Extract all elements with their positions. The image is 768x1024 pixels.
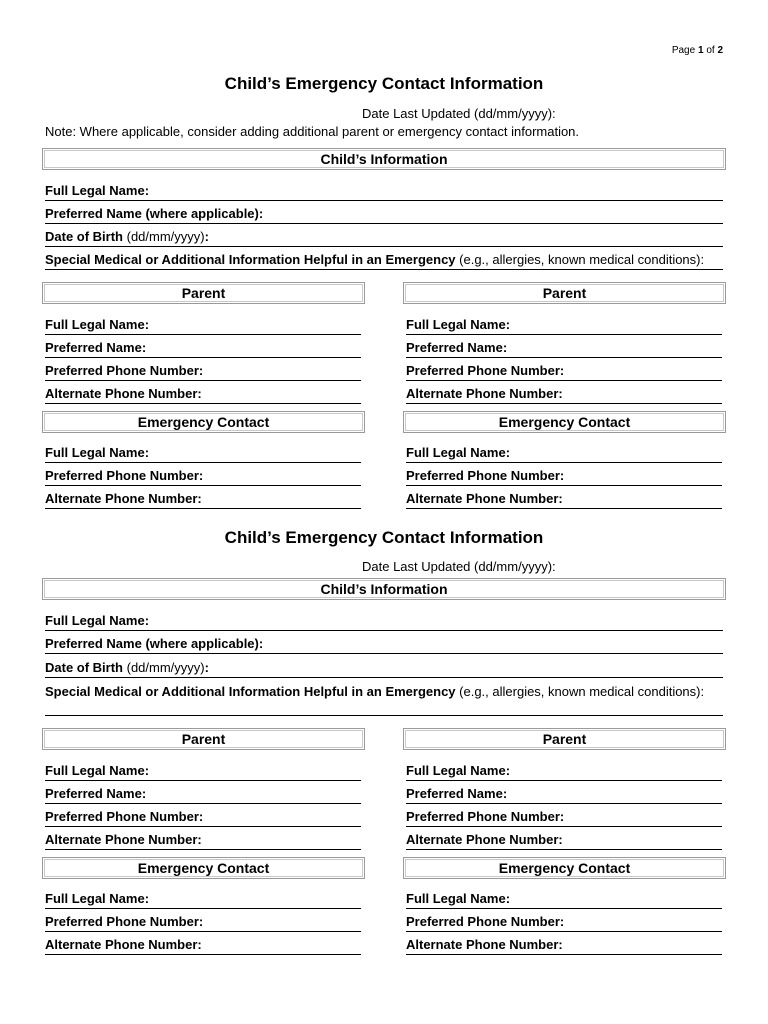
parent-full-legal-name-field[interactable] (45, 312, 361, 335)
child-full-legal-name-label: Full Legal Name: (45, 613, 150, 628)
parent-preferred-name-field[interactable] (406, 781, 722, 804)
child-medical-answer-line[interactable] (45, 715, 723, 716)
emergency-preferred-phone-field[interactable] (45, 463, 361, 486)
emergency-full-legal-name-field[interactable] (45, 886, 361, 909)
parent-preferred-phone-label: Preferred Phone Number: (406, 363, 565, 378)
emergency-alternate-phone-field[interactable] (45, 932, 361, 955)
child-dob-label: Date of Birth (45, 229, 123, 244)
parent-preferred-phone-label: Preferred Phone Number: (406, 809, 565, 824)
emergency-full-legal-name-label: Full Legal Name: (406, 445, 511, 460)
emergency-preferred-phone-label: Preferred Phone Number: (45, 468, 204, 483)
emergency-contact-header: Emergency Contact (42, 857, 365, 879)
child-dob-colon: : (204, 660, 209, 675)
parent-header: Parent (403, 728, 726, 750)
parent-alternate-phone-label: Alternate Phone Number: (406, 386, 563, 401)
child-preferred-name-label: Preferred Name (where applicable): (45, 206, 264, 221)
emergency-preferred-phone-field[interactable] (45, 909, 361, 932)
parent-alternate-phone-field[interactable] (45, 827, 361, 850)
emergency-full-legal-name-label: Full Legal Name: (45, 891, 150, 906)
emergency-full-legal-name-label: Full Legal Name: (406, 891, 511, 906)
child-full-legal-name-label: Full Legal Name: (45, 183, 150, 198)
emergency-alternate-phone-label: Alternate Phone Number: (45, 491, 202, 506)
parent-full-legal-name-field[interactable] (406, 758, 722, 781)
date-last-updated: Date Last Updated (dd/mm/yyyy): (362, 106, 556, 121)
emergency-full-legal-name-label: Full Legal Name: (45, 445, 150, 460)
parent-preferred-name-field[interactable] (406, 335, 722, 358)
emergency-alternate-phone-label: Alternate Phone Number: (45, 937, 202, 952)
child-dob-field[interactable] (45, 655, 723, 678)
emergency-alternate-phone-label: Alternate Phone Number: (406, 491, 563, 506)
parent-preferred-phone-field[interactable] (45, 804, 361, 827)
parent-full-legal-name-label: Full Legal Name: (406, 317, 511, 332)
parent-preferred-name-field[interactable] (45, 781, 361, 804)
parent-full-legal-name-label: Full Legal Name: (45, 763, 150, 778)
emergency-alternate-phone-label: Alternate Phone Number: (406, 937, 563, 952)
page-current: 1 (697, 45, 704, 56)
parent-header: Parent (403, 282, 726, 304)
parent-preferred-phone-label: Preferred Phone Number: (45, 809, 204, 824)
emergency-preferred-phone-field[interactable] (406, 463, 722, 486)
parent-full-legal-name-label: Full Legal Name: (45, 317, 150, 332)
parent-preferred-phone-field[interactable] (406, 804, 722, 827)
child-full-legal-name-field[interactable] (45, 608, 723, 631)
parent-alternate-phone-label: Alternate Phone Number: (45, 832, 202, 847)
parent-alternate-phone-label: Alternate Phone Number: (406, 832, 563, 847)
parent-full-legal-name-field[interactable] (406, 312, 722, 335)
page-of: of (706, 45, 715, 56)
emergency-preferred-phone-label: Preferred Phone Number: (406, 914, 565, 929)
form-title: Child’s Emergency Contact Information (224, 74, 544, 93)
form-title: Child’s Emergency Contact Information (224, 528, 544, 547)
emergency-preferred-phone-label: Preferred Phone Number: (45, 914, 204, 929)
parent-preferred-phone-label: Preferred Phone Number: (45, 363, 204, 378)
parent-preferred-phone-field[interactable] (406, 358, 722, 381)
emergency-alternate-phone-field[interactable] (45, 486, 361, 509)
child-info-header: Child’s Information (42, 578, 726, 600)
parent-alternate-phone-field[interactable] (45, 381, 361, 404)
parent-full-legal-name-field[interactable] (45, 758, 361, 781)
child-medical-hint: (e.g., allergies, known medical conditions): (459, 684, 705, 699)
parent-preferred-name-label: Preferred Name: (406, 340, 508, 355)
emergency-contact-header: Emergency Contact (403, 857, 726, 879)
child-dob-hint: (dd/mm/yyyy) (126, 229, 205, 244)
child-info-header: Child’s Information (42, 148, 726, 170)
parent-header: Parent (42, 282, 365, 304)
parent-preferred-name-label: Preferred Name: (406, 786, 508, 801)
child-medical-field[interactable] (45, 678, 723, 701)
emergency-full-legal-name-field[interactable] (45, 440, 361, 463)
parent-alternate-phone-field[interactable] (406, 827, 722, 850)
parent-preferred-name-label: Preferred Name: (45, 340, 147, 355)
child-dob-hint: (dd/mm/yyyy) (126, 660, 205, 675)
parent-preferred-name-field[interactable] (45, 335, 361, 358)
child-medical-label: Special Medical or Additional Information Helpful in an Emergency (45, 684, 456, 699)
emergency-alternate-phone-field[interactable] (406, 932, 722, 955)
parent-alternate-phone-field[interactable] (406, 381, 722, 404)
child-medical-hint: (e.g., allergies, known medical conditions): (459, 252, 705, 267)
child-medical-label: Special Medical or Additional Information Helpful in an Emergency (45, 252, 456, 267)
page-prefix: Page (671, 45, 696, 56)
parent-preferred-phone-field[interactable] (45, 358, 361, 381)
child-preferred-name-field[interactable] (45, 631, 723, 654)
child-dob-label: Date of Birth (45, 660, 123, 675)
emergency-contact-header: Emergency Contact (403, 411, 726, 433)
note: Note: Where applicable, consider adding additional parent or emergency contact information. (45, 124, 580, 139)
child-preferred-name-label: Preferred Name (where applicable): (45, 636, 264, 651)
child-dob-colon: : (204, 229, 209, 244)
parent-header: Parent (42, 728, 365, 750)
child-full-legal-name-field[interactable] (45, 178, 723, 201)
emergency-preferred-phone-field[interactable] (406, 909, 722, 932)
date-last-updated: Date Last Updated (dd/mm/yyyy): (362, 559, 556, 574)
emergency-full-legal-name-field[interactable] (406, 886, 722, 909)
child-dob-field[interactable] (45, 224, 723, 247)
parent-preferred-name-label: Preferred Name: (45, 786, 147, 801)
emergency-preferred-phone-label: Preferred Phone Number: (406, 468, 565, 483)
emergency-contact-header: Emergency Contact (42, 411, 365, 433)
emergency-alternate-phone-field[interactable] (406, 486, 722, 509)
emergency-full-legal-name-field[interactable] (406, 440, 722, 463)
parent-alternate-phone-label: Alternate Phone Number: (45, 386, 202, 401)
page-total: 2 (717, 45, 723, 56)
page-indicator (672, 45, 723, 56)
child-medical-field[interactable] (45, 247, 723, 270)
parent-full-legal-name-label: Full Legal Name: (406, 763, 511, 778)
child-preferred-name-field[interactable] (45, 201, 723, 224)
